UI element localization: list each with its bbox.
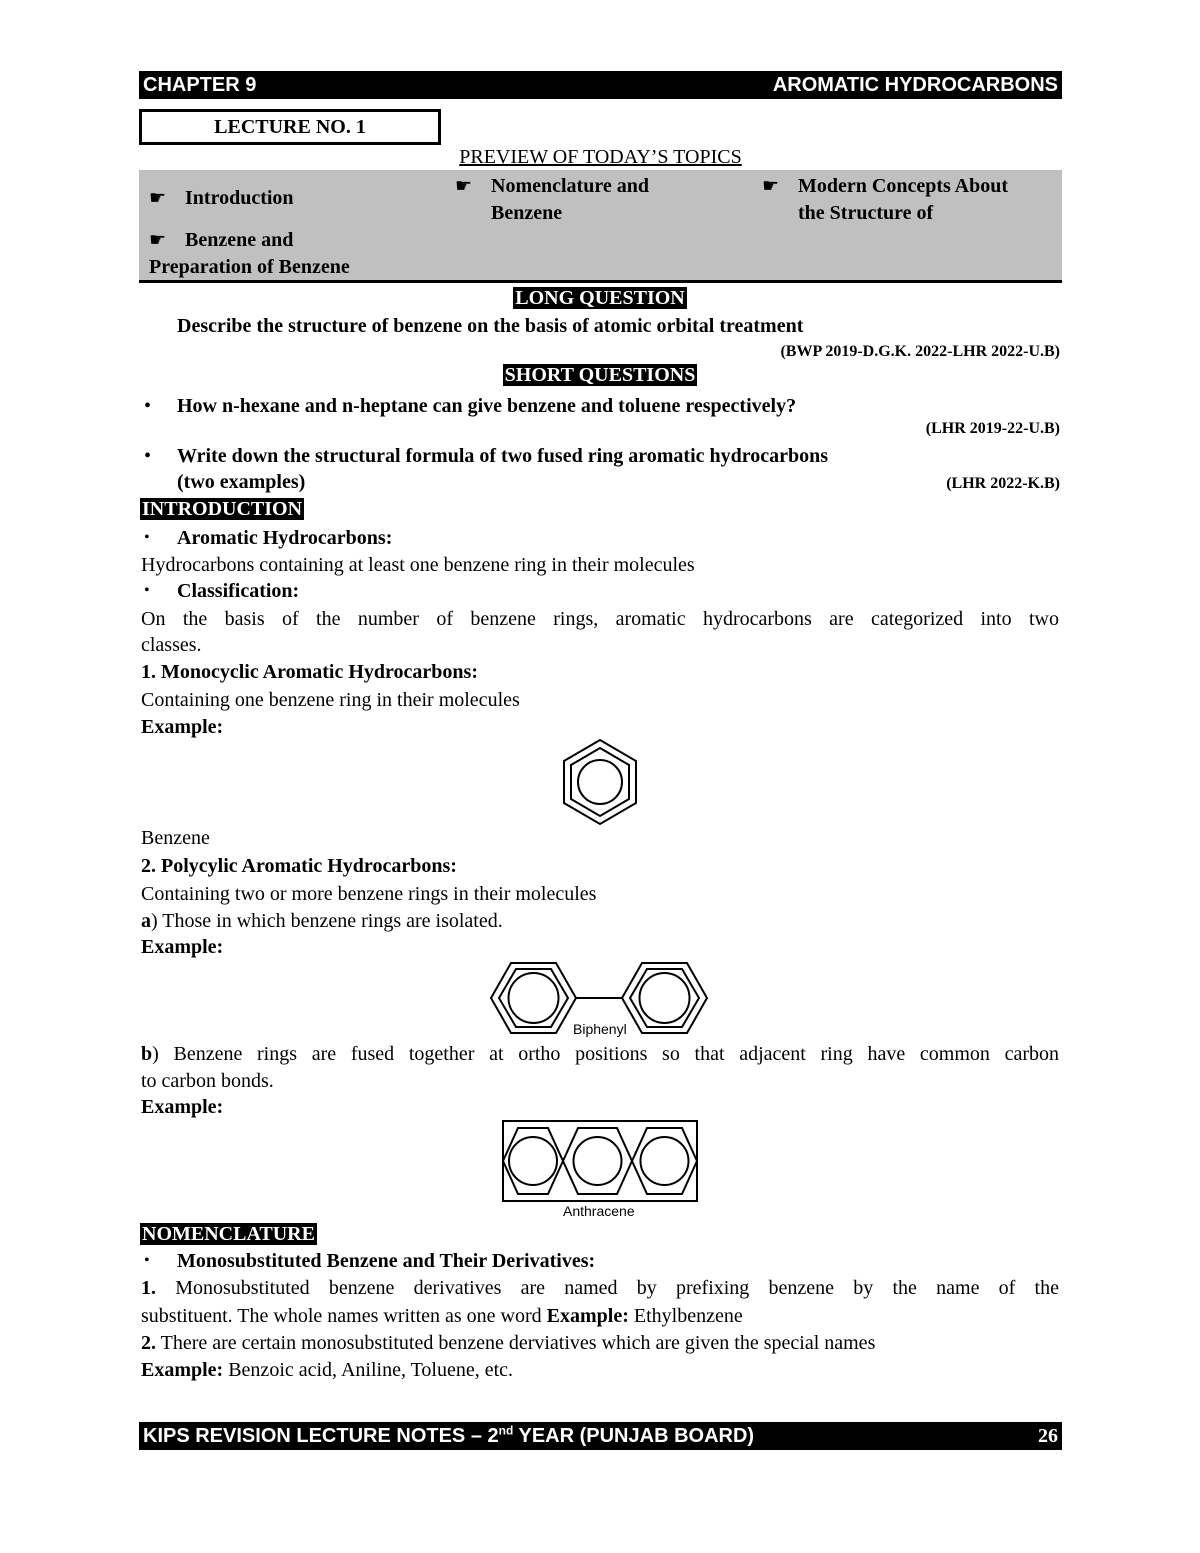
monosubstituted-label: Monosubstituted Benzene and Their Derivatives: — [177, 1250, 596, 1272]
monocyclic-text: Containing one benzene ring in their molecules — [141, 689, 520, 711]
introduction-heading: INTRODUCTION — [142, 498, 303, 520]
long-question-text: Describe the structure of benzene on the basis of atomic orbital treatment — [177, 315, 804, 337]
bullet-icon: • — [144, 582, 150, 599]
biphenyl-caption: Biphenyl — [573, 1021, 627, 1037]
classification-text-line2: classes. — [141, 634, 202, 656]
anthracene-caption: Anthracene — [563, 1203, 635, 1219]
nomenclature-p2-example: Example: Benzoic acid, Aniline, Toluene, etc. — [141, 1359, 514, 1381]
aromatic-definition: Hydrocarbons containing at least one benzene ring in their molecules — [141, 554, 695, 576]
topics-box: ☛ Introduction ☛ Nomenclature and Benzene ☛ Modern Concepts About the Structure of ☛ Benzene and Preparation of Benzene — [139, 170, 1062, 283]
pointing-hand-icon: ☛ — [455, 176, 473, 197]
short-question-1: How n-hexane and n-heptane can give benzene and toluene respectively? — [177, 395, 797, 417]
isolated-rings-text: a) Those in which benzene rings are isolated. — [141, 910, 503, 932]
nomenclature-p2: 2. There are certain monosubstituted benzene derviatives which are given the special names — [141, 1332, 876, 1354]
nomenclature-p1-line2: substituent. The whole names written as one word Example: Ethylbenzene — [141, 1305, 743, 1327]
long-question-heading: LONG QUESTION — [515, 287, 685, 309]
monocyclic-label: 1. Monocyclic Aromatic Hydrocarbons: — [141, 661, 478, 683]
bullet-icon: • — [144, 1252, 150, 1269]
preview-title: PREVIEW OF TODAY’S TOPICS — [459, 146, 742, 168]
polycyclic-label: 2. Polycylic Aromatic Hydrocarbons: — [141, 855, 457, 877]
short-question-2-cont: (two examples) — [177, 471, 306, 493]
fused-rings-text-line1: b) Benzene rings are fused together at ortho positions so that adjacent ring have common carbon — [141, 1043, 1059, 1065]
anthracene-structure — [500, 1118, 700, 1204]
example-label: Example: — [141, 716, 224, 738]
long-question-ref: (BWP 2019-D.G.K. 2022-LHR 2022-U.B) — [780, 343, 1060, 360]
example-label: Example: — [141, 936, 224, 958]
chapter-label: CHAPTER 9 — [143, 74, 257, 96]
short-question-2-ref: (LHR 2022-K.B) — [946, 475, 1060, 492]
aromatic-label: Aromatic Hydrocarbons: — [177, 527, 393, 549]
chapter-header-bar — [139, 71, 1062, 99]
short-question-1-ref: (LHR 2019-22-U.B) — [925, 420, 1060, 437]
benzene-structure — [560, 738, 640, 826]
pointing-hand-icon: ☛ — [149, 188, 167, 209]
pointing-hand-icon: ☛ — [149, 230, 167, 251]
classification-label: Classification: — [177, 580, 300, 602]
nomenclature-heading: NOMENCLATURE — [142, 1223, 315, 1245]
lecture-number: LECTURE NO. 1 — [139, 109, 441, 145]
classification-text-line1: On the basis of the number of benzene rings, aromatic hydrocarbons are categorized into two — [141, 608, 1059, 630]
chapter-title: AROMATIC HYDROCARBONS — [772, 74, 1058, 96]
short-question-2: Write down the structural formula of two fused ring aromatic hydrocarbons — [177, 445, 829, 467]
bullet-icon: • — [144, 529, 150, 546]
example-label: Example: — [141, 1096, 224, 1118]
benzene-caption: Benzene — [141, 827, 210, 849]
polycyclic-text: Containing two or more benzene rings in their molecules — [141, 883, 597, 905]
footer-title: KIPS REVISION LECTURE NOTES – 2nd YEAR (PUNJAB BOARD) — [143, 1423, 755, 1447]
short-questions-heading: SHORT QUESTIONS — [504, 364, 696, 386]
pointing-hand-icon: ☛ — [762, 176, 780, 197]
fused-rings-text-line2: to carbon bonds. — [141, 1070, 274, 1092]
page-number: 26 — [1038, 1425, 1058, 1447]
bullet-icon: • — [144, 445, 152, 467]
bullet-icon: • — [144, 395, 152, 417]
nomenclature-p1-line1: 1. Monosubstituted benzene derivatives are named by prefixing benzene by the name of the — [141, 1277, 1059, 1299]
footer-bar — [139, 1422, 1062, 1450]
